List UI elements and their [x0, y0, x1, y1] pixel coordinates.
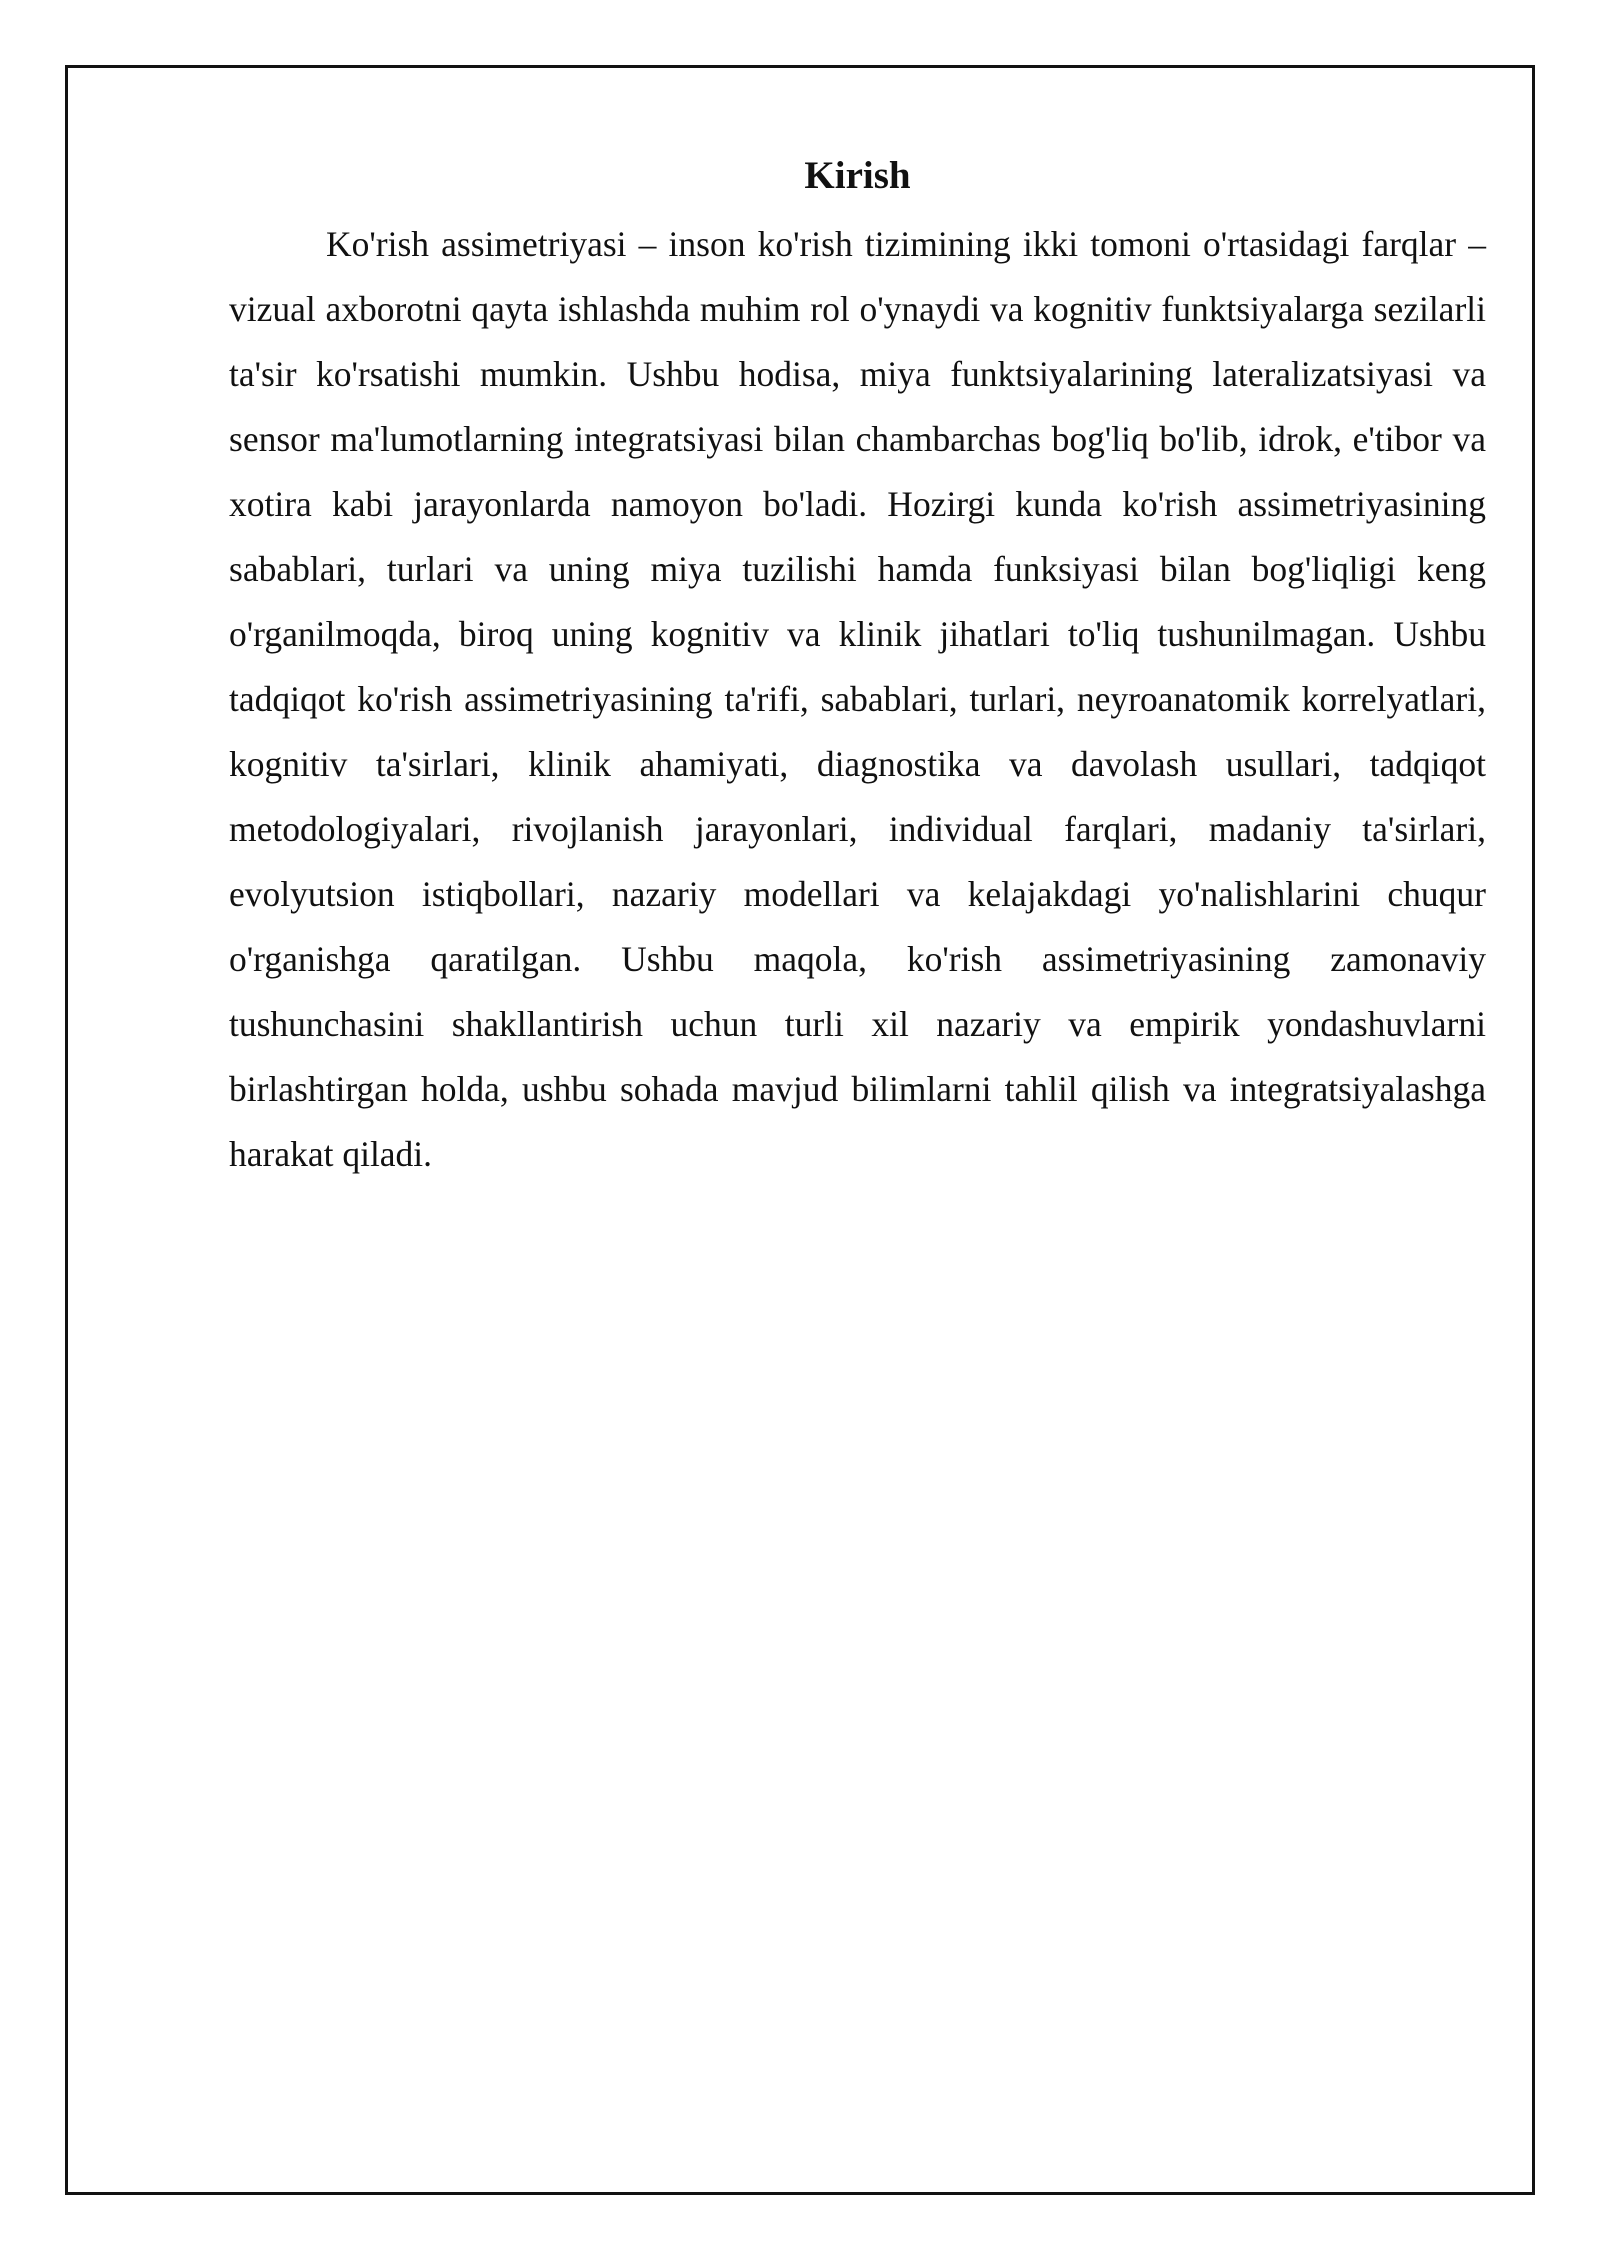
page-title: Kirish [804, 154, 911, 197]
page-content [229, 148, 1486, 1187]
body-paragraph: Ko'rish assimetriyasi – inson ko'rish tizimining ikki tomoni o'rtasidagi farqlar – vizual axborotni qayta ishlashda muhim rol o'ynaydi va kognitiv funktsiyalarga sezilarli ta'sir ko'rsatishi mumkin. Ushbu hodisa, miya funktsiyalarining lateralizatsiyasi va sensor ma'lumotlarning integratsiyasi bilan chambarchas bog'liq bo'lib, idrok, e'tibor va xotira kabi jarayonlarda namoyon bo'ladi. Hozirgi kunda ko'rish assimetriyasining sabablari, turlari va uning miya tuzilishi hamda funksiyasi bilan bog'liqligi keng o'rganilmoqda, biroq uning kognitiv va klinik jihatlari to'liq tushunilmagan. Ushbu tadqiqot ko'rish assimetriyasining ta'rifi, sabablari, turlari, neyroanatomik korrelyatlari, kognitiv ta'sirlari, klinik ahamiyati, diagnostika va davolash usullari, tadqiqot metodologiyalari, rivojlanish jarayonlari, individual farqlari, madaniy ta'sirlari, evolyutsion istiqbollari, nazariy modellari va kelajakdagi yo'nalishlarini chuqur o'rganishga qaratilgan. Ushbu maqola, ko'rish assimetriyasining zamonaviy tushunchasini shakllantirish uchun turli xil nazariy va empirik yondashuvlarni birlashtirgan holda, ushbu sohada mavjud bilimlarni tahlil qilish va integratsiyalashga harakat qiladi. [229, 224, 1486, 1174]
